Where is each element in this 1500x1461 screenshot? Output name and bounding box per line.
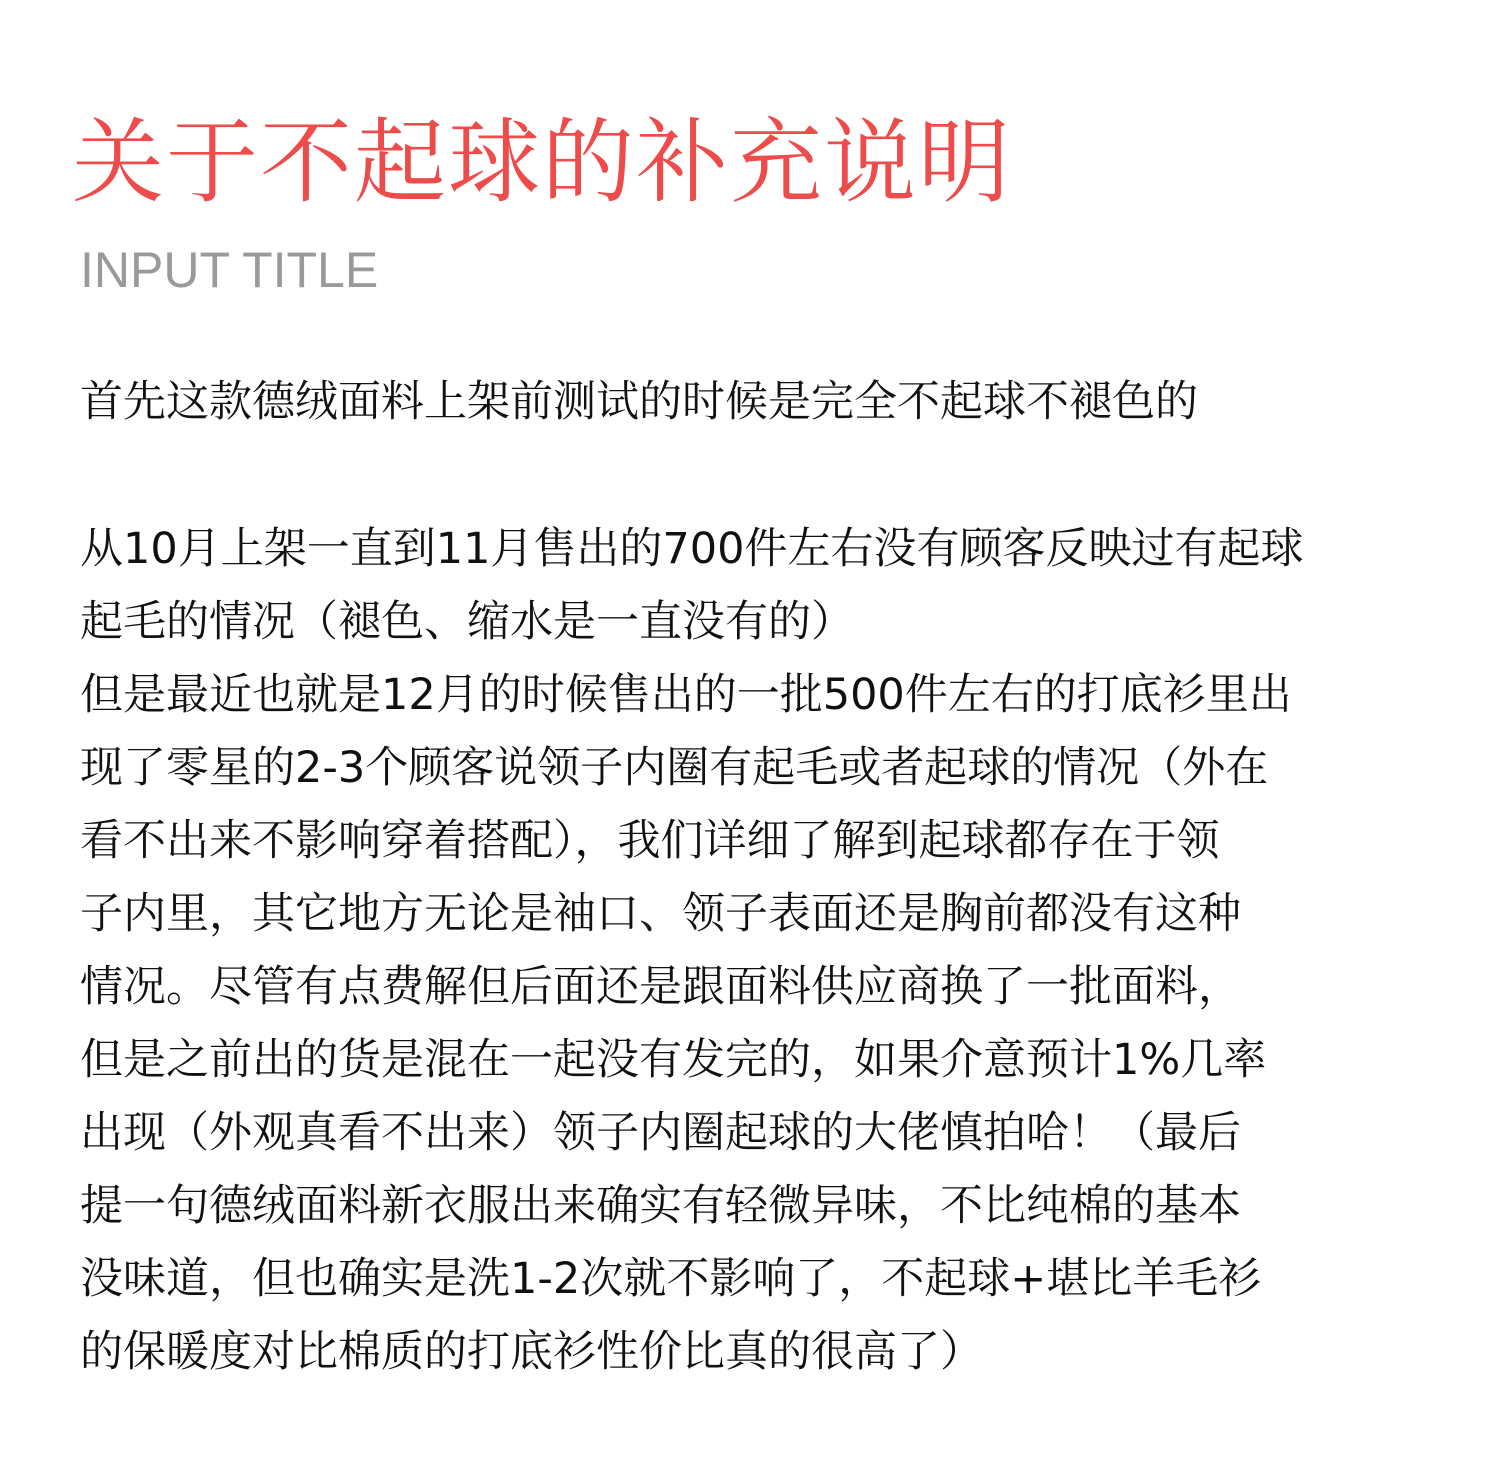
paragraph-intro: [80, 366, 1440, 439]
text-line: 的保暖度对比棉质的打底衫性价比真的很高了）: [80, 1327, 983, 1377]
paragraph-spacer: [80, 439, 1440, 513]
page-subtitle: INPUT TITLE: [80, 242, 379, 298]
text-line: 但是最近也就是12月的时候售出的一批500件左右的打底衫里出: [80, 670, 1292, 720]
page-title: 关于不起球的补充说明: [72, 109, 1013, 216]
text-line: 首先这款德绒面料上架前测试的时候是完全不起球不褪色的: [80, 377, 1198, 427]
text-line: 看不出来不影响穿着搭配），我们详细了解到起球都存在于领: [80, 816, 1220, 866]
text-line: 没味道，但也确实是洗1-2次就不影响了，不起球+堪比羊毛衫: [80, 1254, 1262, 1304]
text-line: 情况。尽管有点费解但后面还是跟面料供应商换了一批面料，: [80, 962, 1241, 1012]
notice-body: [80, 366, 1440, 1389]
text-line: 从10月上架一直到11月售出的700件左右没有顾客反映过有起球: [80, 524, 1304, 574]
text-line: 出现（外观真看不出来）领子内圈起球的大佬慎拍哈！（最后: [80, 1108, 1241, 1158]
text-line: 提一句德绒面料新衣服出来确实有轻微异味，不比纯棉的基本: [80, 1181, 1241, 1231]
text-line: 现了零星的2-3个顾客说领子内圈有起毛或者起球的情况（外在: [80, 743, 1269, 793]
paragraph-details: [80, 513, 1440, 1389]
text-line: 但是之前出的货是混在一起没有发完的，如果介意预计1%几率: [80, 1035, 1267, 1085]
text-line: 起毛的情况（褪色、缩水是一直没有的）: [80, 597, 854, 647]
text-line: 子内里，其它地方无论是袖口、领子表面还是胸前都没有这种: [80, 889, 1241, 939]
